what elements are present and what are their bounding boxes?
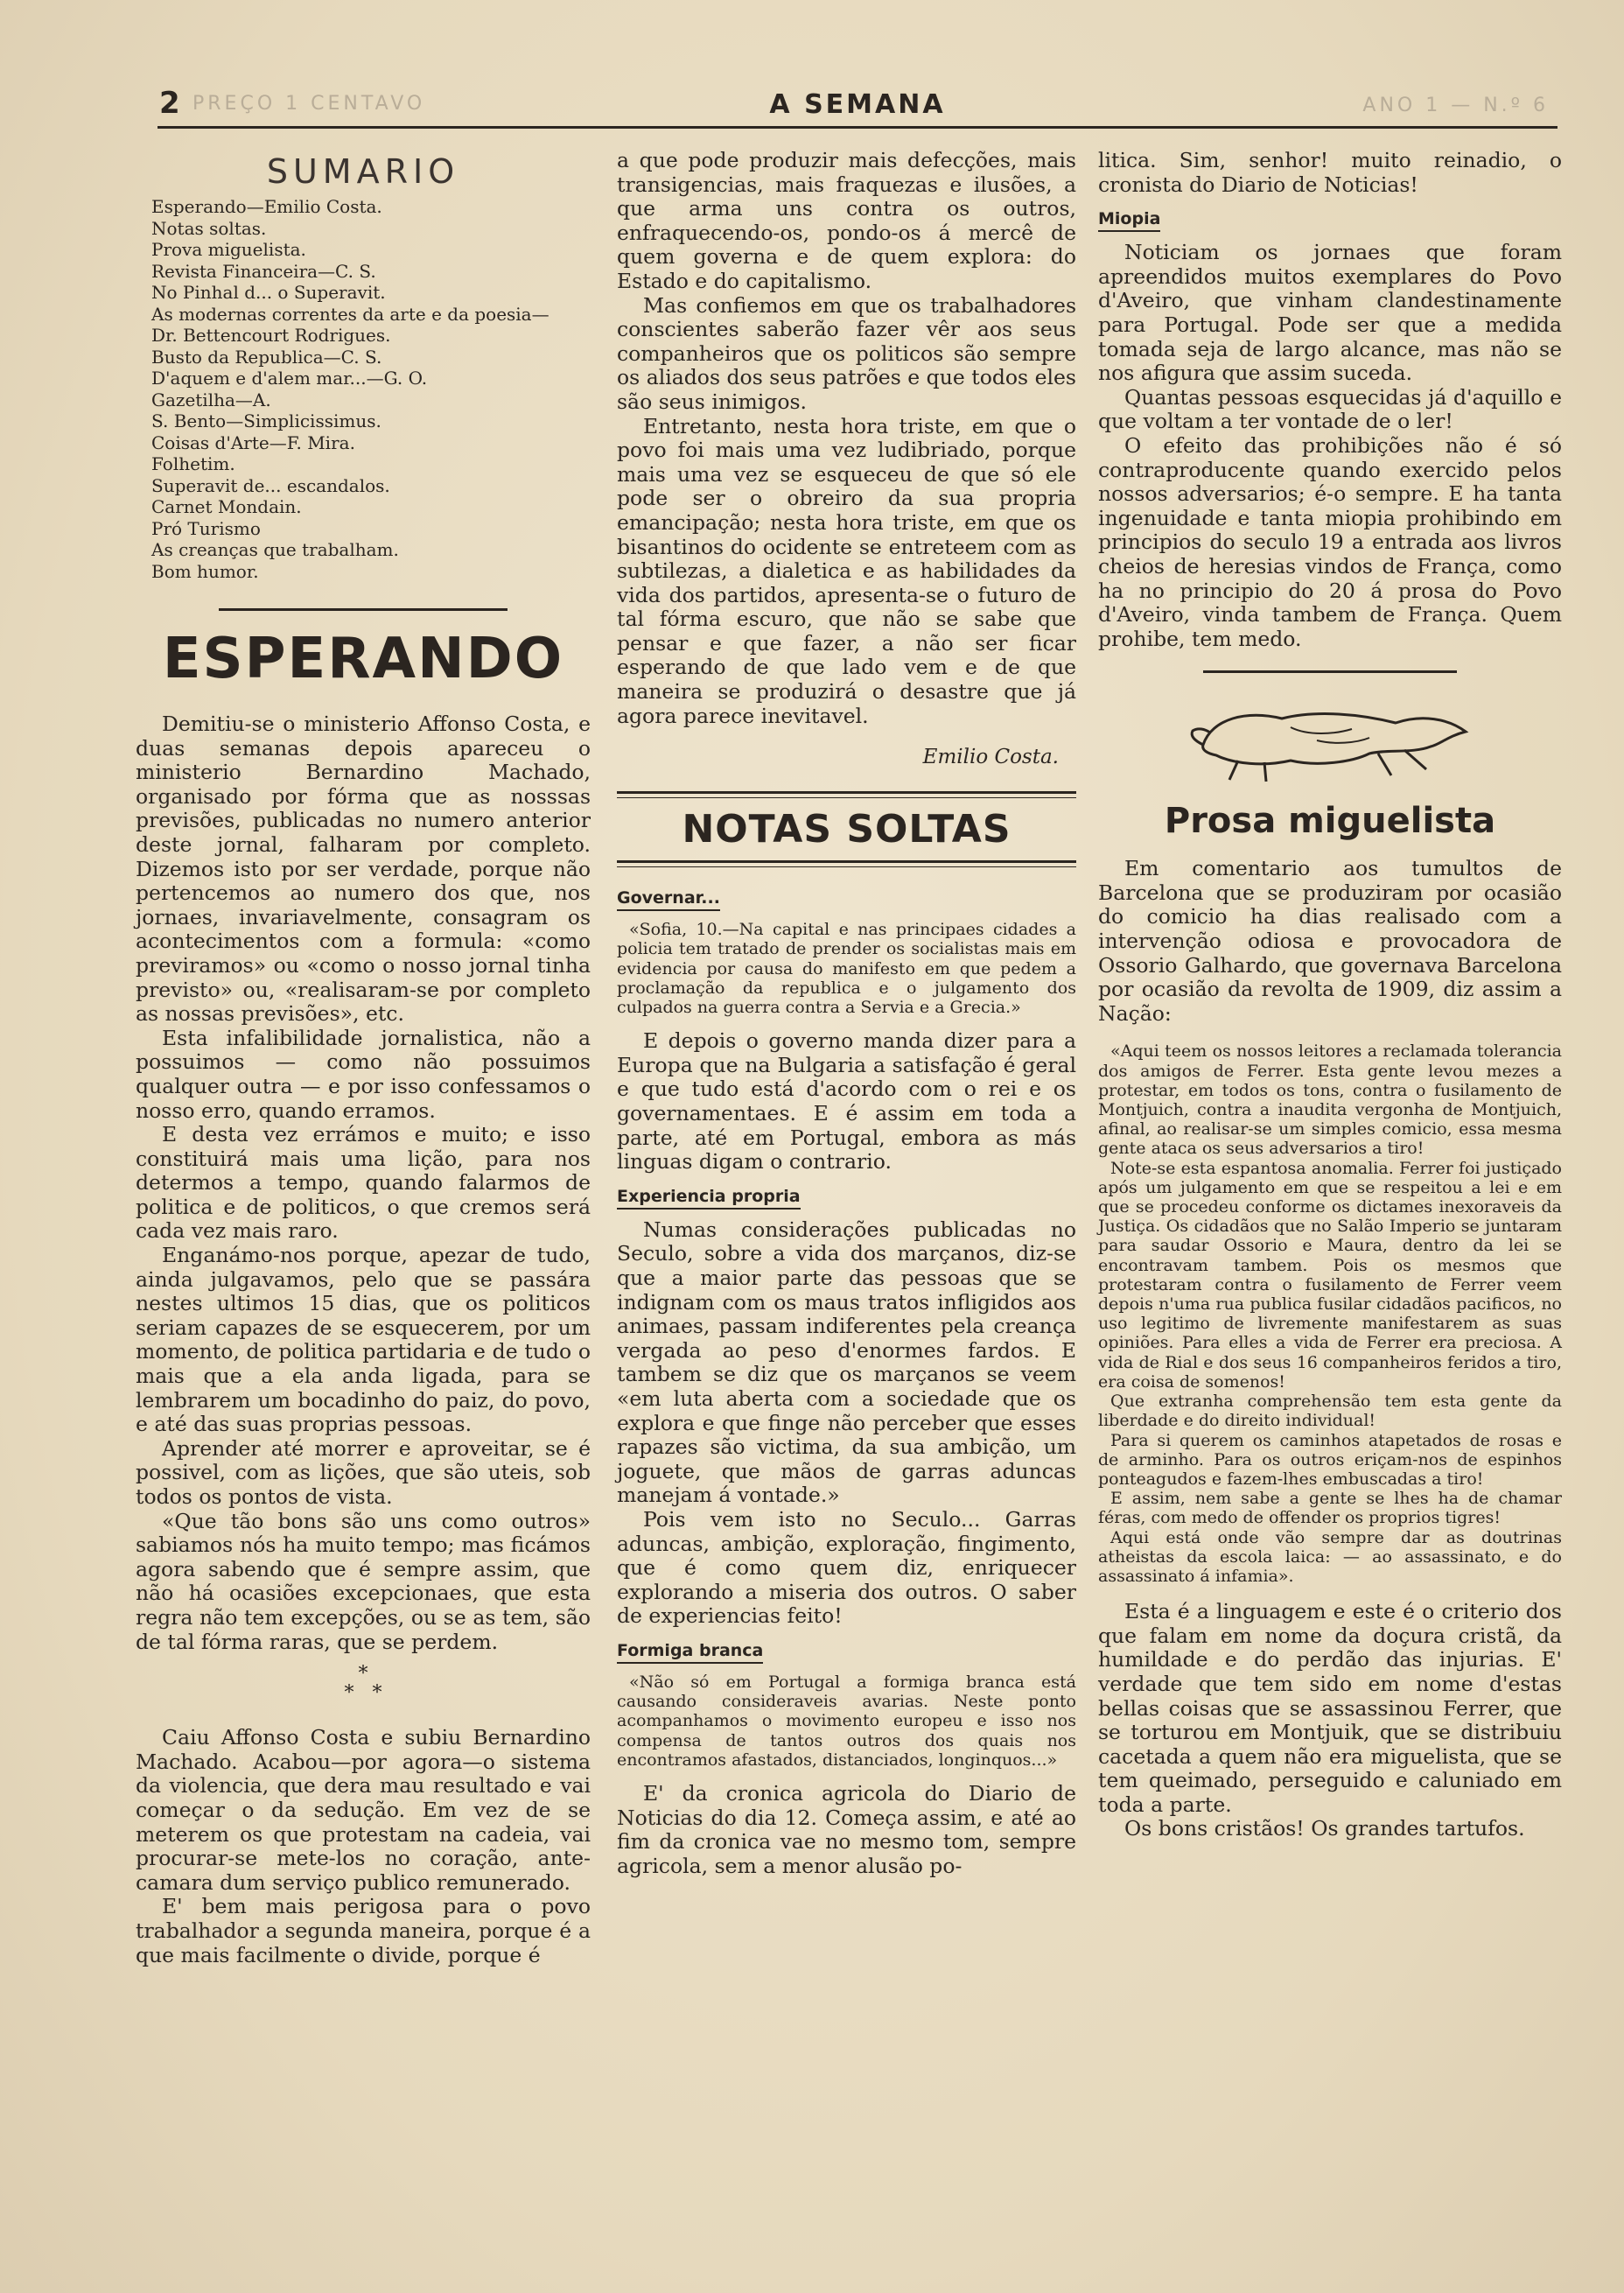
star: * [344,1682,354,1705]
text-miopia [1098,241,1562,651]
paragraph: Quantas pessoas esquecidas já d'aquillo e que voltam a ter vontade de o ler! [1098,384,1562,434]
paragraph: «Que tão bons são uns como outros» sabiamos nós ha muito tempo; mas ficámos agora sabendo que é sempre assim, que não há ocasiões excepcionaes, que esta regra não tem excepções, ou se as tem, são de tal fórma raras, que se perdem. [136,1508,591,1654]
header-bleed-left: PREÇO 1 CENTAVO [192,93,426,115]
subheading-miopia: Miopia [1098,209,1160,232]
page-number: 2 [159,86,180,121]
article-title-prosa: Prosa miguelista [1164,801,1496,842]
text-prosa-closing [1098,1600,1562,1841]
quote-text: «Sofia, 10.—Na capital e nas principaes cidades a policia tem tratado de prender os socialistas mais em evidencia por causa do manifesto em que pedem a proclamação da republica e o julgamento dos culpados na guerra contra a Servia e a Grecia.» [617,920,1076,1018]
quote-text: Note-se esta espantosa anomalia. Ferrer foi justiçado após um julgamento em que se respeitou a lei e em que se procedeu conforme os dictames inexoraveis da Justiça. Os cidadãos que no Salão Imperio se juntaram para saudar Ossorio e Maura, dentro da lei se encontravam tambem. Pois os mesmos que protestaram contra o fusilamento de Ferrer veem depois n'uma rua publica fusilar cidadãos pacificos, no uso legitimo de livremente manifestarem as suas opiniões. Para elles a vida de Ferrer era preciosa. A vida de Rial e dos seus 16 companheiros feridos a tiro, era coisa de somenos! [1098,1158,1562,1392]
quote-text: Que extranha comprehensão tem esta gente da liberdade e do direito individual! [1098,1392,1562,1431]
summary-item: Prova miguelista. [151,239,306,260]
column-1 [136,149,591,1967]
paragraph: Entretanto, nesta hora triste, em que o povo foi mais uma vez ludibriado, porque mais uma vez se esqueceu de que só ele pode ser o obreiro da sua propria emancipação; nesta hora triste, em que os bisantinos do ocidente se entreteem com as subtilezas, a dialetica e as habilidades da vida dos partidos, apresenta-se o futuro de tal fórma escuro, que não se sabe que pensar e que fazer, a não ser ficar esperando de que lado vem e de que maneira se produzirá o desastre que já agora parece inevitavel. [617,413,1076,728]
summary-item: Revista Financeira—C. S. [151,260,376,282]
paragraph: Esta infalibilidade jornalistica, não a possuimos — como não possuimos qualquer outra — e por isso confessamos o nosso erro, quando erramos. [136,1025,591,1123]
divider [1203,670,1457,673]
summary-item: As modernas correntes da arte e da poesia— [151,303,550,325]
quote-formiga [617,1672,1076,1770]
summary-item: Esperando—Emilio Costa. [151,196,382,217]
paragraph: Em comentario aos tumultos de Barcelona que se produziram por ocasião do comicio ha dias realisado com a intervenção odiosa e provocadora de Ossorio Galhardo, que governava Barcelona por ocasião da revolta de 1909, diz assim a Nação: [1098,856,1562,1026]
dog-illustration [1186,692,1474,789]
divider [617,791,1076,798]
paragraph: Os bons cristãos! Os grandes tartufos. [1124,1816,1525,1841]
quote-text: Aqui está onde vão sempre dar as doutrinas atheistas da escola laica: — ao assassinato, e do assassinato á infamia». [1098,1527,1562,1586]
column-2 [617,149,1076,1878]
summary-item: As creanças que trabalham. [151,539,399,560]
summary-item: No Pinhal d... o Superavit. [151,282,386,303]
summary-item: Carnet Mondain. [151,496,302,517]
article-body-esperando [136,712,591,1967]
header-bleed-right: ANO 1 — N.º 6 [1362,95,1549,116]
newspaper-title: A SEMANA [769,89,946,120]
quote-text: «Não só em Portugal a formiga branca está causando consideraveis avarias. Neste ponto acompanhamos o movimento europeu e isso nos compensa de tantos outros dos quais nos encontramos afastados, distanciados, longinquos...» [617,1672,1076,1770]
star: * [372,1682,382,1705]
summary-list [151,196,591,582]
summary-item: Folhetim. [151,453,235,474]
dog-body [1203,714,1466,764]
summary-item: Busto da Republica—C. S. [151,346,382,368]
quote-governar [617,920,1076,1017]
subheading-experiencia: Experiencia propria [617,1187,801,1210]
summary-title: SUMARIO [266,152,460,191]
divider [617,860,1076,867]
text-prosa-intro [1098,857,1562,1026]
paragraph: Enganámo-nos porque, apezar de tudo, ainda julgavamos, pelo que se passára nestes ultimos 15 dias, que os politicos seriam capazes de se esquecerem, por um momento, de politica partidaria e de tudo o mais que a ela anda ligada, para se lembrarem um bocadinho do paiz, do povo, e até das suas proprias pessoas. [136,1243,591,1437]
summary-item: Bom humor. [151,560,259,582]
author-signature: Emilio Costa. [922,746,1059,769]
summary-item: D'aquem e d'alem mar...—G. O. [151,368,428,389]
paragraph: Noticiam os jornaes que foram apreendidos muitos exemplares do Povo d'Aveiro, que vinham clandestinamente para Portugal. Pode ser que a medida tomada seja de largo alcance, mas não se nos afigura que assim suceda. [1098,240,1562,386]
paragraph: a que pode produzir mais defecções, mais transigencias, mais fraquezas e ilusões, a que arma uns contra os outros, enfraquecendo-os, pondo-os á mercê de quem governa e de quem explora: do Estado e do capitalismo. [617,148,1076,293]
summary-item: S. Bento—Simplicissimus. [151,410,382,431]
article-title-esperando: ESPERANDO [162,627,564,691]
subheading-formiga: Formiga branca [617,1641,763,1664]
summary-item: Gazetilha—A. [151,389,271,410]
column-3 [1098,149,1562,1841]
section-title-notas-soltas: NOTAS SOLTAS [682,807,1012,852]
paragraph: Mas confiemos em que os trabalhadores conscientes saberão fazer vêr aos seus companheiros que os politicos são sempre os aliados dos seus patrões e que todos eles são seus inimigos. [617,292,1076,414]
text-formiga [617,1782,1076,1878]
subheading-governar: Governar... [617,888,720,911]
text-formiga-cont [1098,149,1562,197]
summary-item: Pró Turismo [151,517,261,539]
quote-text: Para si querem os caminhos atapetados de rosas e de arminho. Para os outros eriçam-nos de espinhos ponteagudos e fazem-lhes embuscadas a tiro! [1098,1430,1562,1489]
paragraph: Esta é a linguagem e este é o criterio dos que falam em nome da doçura cristã, da humildade e do perdão das injurias. E' verdade que tem sido em nome d'estas bellas coisas que se assassinou Ferrer, que se torturou em Montjuik, que se distribuiu cacetada a quem não era miguelista, que se tem queimado, perseguido e caluniado em toda a parte. [1098,1599,1562,1817]
paragraph: Pois vem isto no Seculo... Garras aduncas, ambição, exploração, fingimento, que é como quem diz, enriquecer explorando a miseria dos outros. O saber de experiencias feito! [617,1506,1076,1629]
paragraph: E desta vez errámos e muito; e isso constituirá mais uma lição, para nos determos a tempo, quando falarmos de politica e de politicos, o que cremos será cada vez mais raro. [136,1122,591,1244]
quote-text: «Aqui teem os nossos leitores a reclamada tolerancia dos amigos de Ferrer. Esta gente levou mezes a protestar, em todos os tons, contra o fusilamento de Montjuich, contra a inaudita vergonha de Montjuich, afinal, ao realisar-se um simples comicio, essa mesma gente ataca os seus adversarios a tiro! [1098,1041,1562,1159]
quote-text: E assim, nem sabe a gente se lhes ha de chamar féras, com medo de offender os proprios tigres! [1098,1489,1562,1528]
paragraph: E' da cronica agricola do Diario de Noticias do dia 12. Começa assim, e até ao fim da cronica vae no mesmo tom, sempre agricola, sem a menor alusão po- [617,1780,1076,1878]
paragraph: Demitiu-se o ministerio Affonso Costa, e duas semanas depois apareceu o ministerio Bernardino Machado, organisado por fórma que as nosssas previsões, publicadas no numero anterior deste jornal, falharam por completo. Dizemos isto por ser verdade, porque não pertencemos ao numero dos que, nos jornaes, invariavelmente, consagram os acontecimentos com a formula: «como previramos» ou «como o nosso jornal tinha previsto» ou, «realisaram-se por completo as nossas previsões», etc. [136,712,591,1027]
section-stars [136,1665,591,1703]
summary-item: Dr. Bettencourt Rodrigues. [151,325,391,346]
paragraph: Numas considerações publicadas no Seculo, sobre a vida dos marçanos, diz-se que a maior parte das pessoas que se indignam com os maus tratos infligidos aos animaes, passam indiferentes pela creança vergada ao peso d'enormes fardos. E tambem se diz que os marçanos se veem «em luta aberta com a sociedade que os explora e que finge não perceber que esses rapazes são victima, da sua ambição, um joguete, que mãos de garras aduncas manejam á vontade.» [617,1217,1076,1508]
paragraph: E' bem mais perigosa para o povo trabalhador a segunda maneira, porque é a que mais facilmente o divide, porque é [136,1894,591,1967]
divider [219,608,508,611]
summary-item: Coisas d'Arte—F. Mira. [151,431,355,453]
text-experiencia [617,1218,1076,1629]
paragraph: E depois o governo manda dizer para a Europa que na Bulgaria a satisfação é geral e que tudo está d'acordo com o rei e os governamentaes. E é assim em toda a parte, até em Portugal, embora as más linguas digam o contrario. [617,1028,1076,1175]
paragraph: Aprender até morrer e aproveitar, se é possivel, com as lições, que são uteis, sob todos os pontos de vista. [136,1435,591,1509]
star: * [358,1663,368,1686]
paragraph: O efeito das prohibições não é só contraproducente quando exercido pelos nossos adversarios; é-o sempre. E ha tanta ingenuidade e tanta miopia prohibindo em principios do seculo 19 a entrada aos livros cheios de heresias vindos de França, como ha no principio do 20 á prosa do Povo d'Aveiro, vinda tambem de França. Quem prohibe, tem medo. [1098,432,1562,651]
article-body-esperando-cont [617,149,1076,728]
paragraph: litica. Sim, senhor! muito reinadio, o cronista do Diario de Noticias! [1098,148,1562,197]
page-header [158,86,1558,129]
summary-item: Notas soltas. [151,217,267,239]
paragraph: Caiu Affonso Costa e subiu Bernardino Machado. Acabou—por agora—o sistema da violencia, que dera mau resultado e vai começar o da sedução. Em vez de se meterem os que protestam na cadeia, vai procurar-se mete-los no coração, ante-camara dum serviço publico remunerado. [136,1725,591,1895]
quote-nacao [1098,1041,1562,1586]
text-governar [617,1029,1076,1175]
star-pair [136,1684,591,1703]
summary-item: Superavit de... escandalos. [151,474,390,496]
